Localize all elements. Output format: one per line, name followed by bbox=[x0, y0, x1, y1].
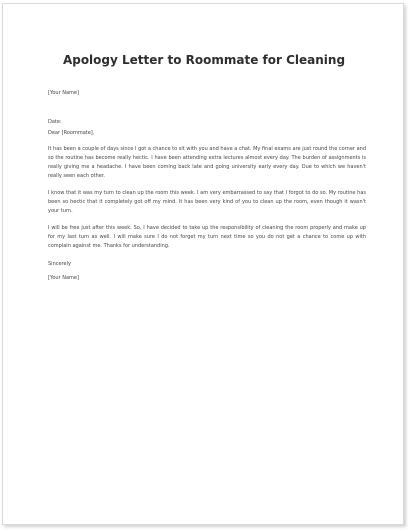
paragraph-2: I know that it was my turn to clean up the room this week. I am very embarrassed to say that I forgot to do so. My routine has been so hectic that it completely got off my mind. It has been very kind of you to clean up the room, even though it wasn't your turn. bbox=[48, 190, 366, 214]
letter-page bbox=[2, 3, 404, 525]
signature-name: [Your Name] bbox=[48, 275, 79, 281]
letter-title: Apology Letter to Roommate for Cleaning bbox=[62, 53, 346, 67]
paragraph-1: It has been a couple of days since I got a chance to sit with you and have a chat. My final exams are just round the corner and so the routine has become really hectic. I have been attending extra lectures almost every day. The burden of assignments is really giving me a headache. I have been coming back late and going university early every day. Due to which we haven't really seen each other. bbox=[48, 146, 366, 179]
salutation: Dear [Roommate], bbox=[48, 130, 95, 136]
paragraph-3: I will be free just after this week. So, I have decided to take up the responsibility of cleaning the room properly and make up for my last turn as well. I will make sure I do not forget my turn next time so you do not get a chance to come up with complain against me. Thanks for understanding. bbox=[48, 225, 366, 249]
closing: Sincerely bbox=[48, 261, 71, 267]
sender-name: [Your Name] bbox=[48, 90, 79, 96]
date-label: Date: bbox=[48, 119, 62, 125]
